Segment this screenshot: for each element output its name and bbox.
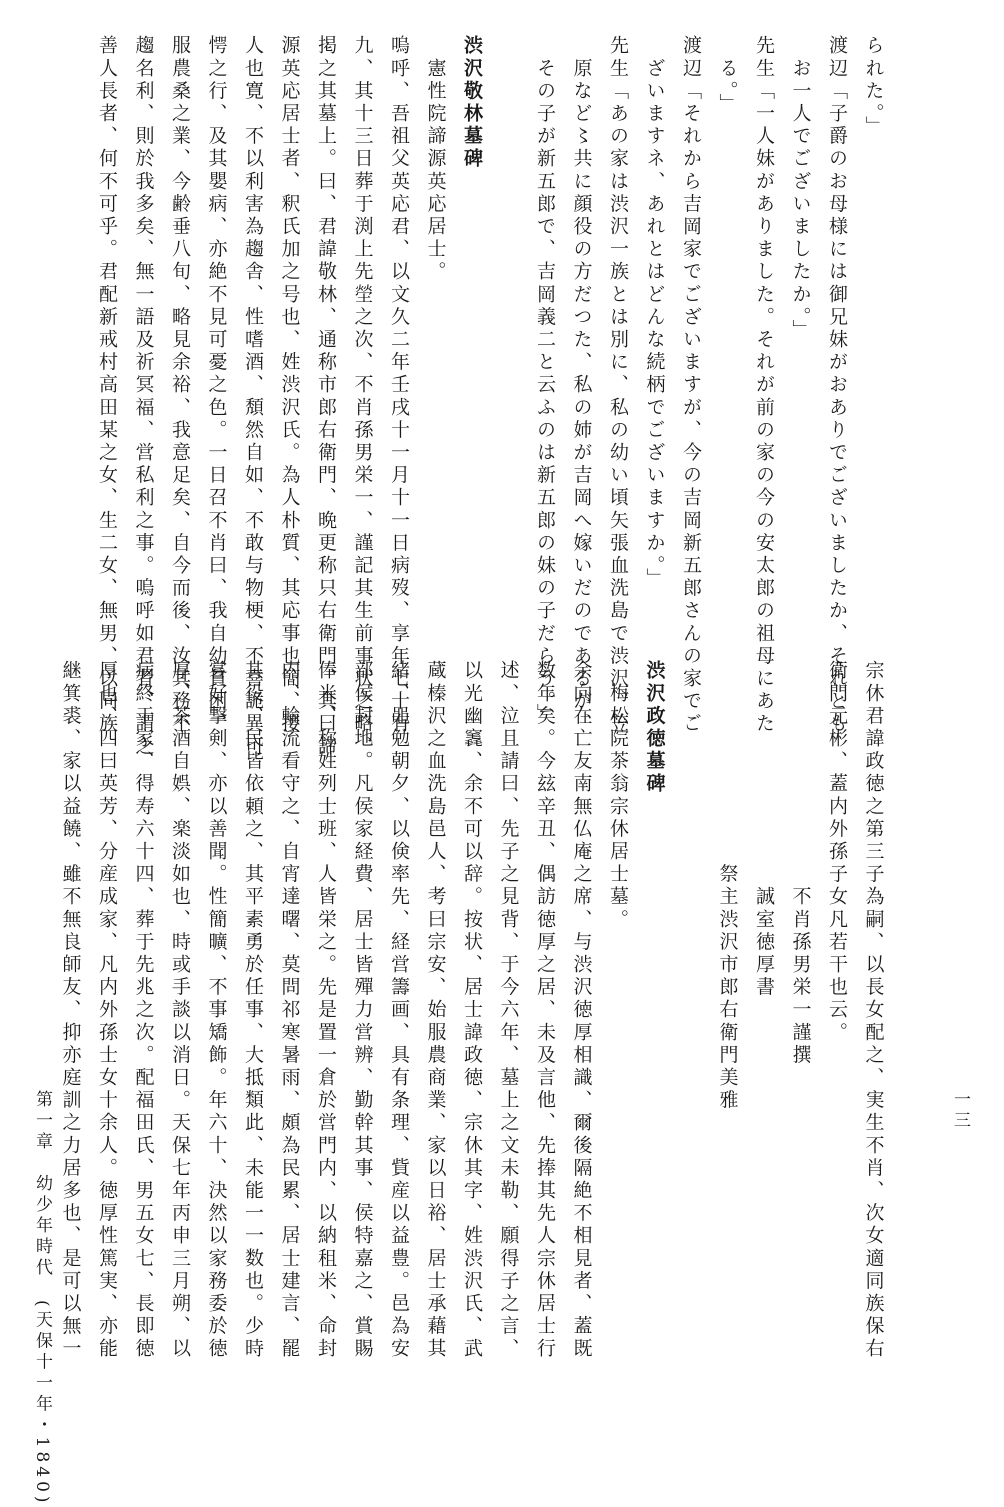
text-column: 善人長者、何不可乎。君配新戒村高田某之女、生二女、無男、以同族	[96, 35, 118, 736]
text-column: 源英応居士者、釈氏加之号也、姓渋沢氏。為人朴質、其応事也簡、接	[278, 35, 301, 736]
text-column: 厚也、四曰英芳、分産成家、凡内外孫士女十余人。徳厚性篤実、亦能	[96, 660, 118, 1361]
text-column: その子が新五郎で、吉岡義二と云ふのは新五郎の妹の子だらう。」	[534, 35, 556, 727]
text-column: 内、輪流看守之、自宵達曙、莫問祁寒暑雨、頗為民累、居士建言、罷	[278, 660, 301, 1361]
text-column: 不肖孫男栄一謹撰	[789, 660, 812, 1067]
text-column: る。」	[716, 35, 739, 116]
text-column: ざいますネ、あれとはどんな続柄でございますか。」	[643, 35, 666, 591]
text-column: 人也寛、不以利害為趨舎、性嗜酒、頽然自如、不敢与物梗、不喜詭異可	[242, 35, 264, 759]
running-header-chapter: 第一章 幼少年時代 (天保十一年・1840)	[32, 1090, 52, 1507]
text-column: 蔵榛沢之血洗島邑人、考曰宗安、始服農商業、家以日裕、居士承藉其	[424, 660, 447, 1361]
text-column: 梅松院茶翁宗休居士墓。	[607, 660, 629, 932]
text-column: 先生「一人妹がありました。それが前の家の今の安太郎の祖母にあた	[753, 35, 775, 736]
lower-text-block	[59, 660, 900, 1361]
text-column: 緒、黽勉朝夕、以倹率先、経営籌画、具有条理、貲産以益豊。邑為安	[388, 660, 410, 1361]
page-number: 一三	[950, 1090, 970, 1132]
text-column: 愕之行、及其嬰病、亦絶不見可憂之色。一日召不肖曰、我自幼貧困、	[205, 35, 228, 736]
text-column: 宗休君諱政徳之第三子為嗣、以長女配之、実生不肖、次女適同族保右	[862, 660, 885, 1361]
text-column: お一人でございましたか。」	[789, 35, 812, 342]
text-column: 服農桑之業、今齢垂八旬、略見余裕、我意足矣、自今而後、汝其務不	[169, 35, 191, 736]
section-heading: 渋沢政徳墓碑	[643, 660, 666, 796]
section-heading: 渋沢敬林墓碑	[461, 35, 483, 171]
text-column: 原など〻共に顔役の方だつた、私の姉が吉岡へ嫁いだのであるが、	[570, 35, 593, 736]
text-column: 俸米、称姓列士班、人皆栄之。先是置一倉於営門内、以納租米、命封	[315, 660, 337, 1361]
text-column: 数年矣。今玆辛丑、偶訪徳厚之居、未及言他、先捧其先人宗休居士行	[534, 660, 556, 1361]
text-column: 誠室徳厚書	[753, 660, 775, 999]
text-column: 九、其十三日葬于渕上先塋之次、不肖孫男栄一、謹記其生前事状之略、	[351, 35, 374, 759]
text-column: 嘗好撃剣、亦以善聞。性簡曠、不事矯飾。年六十、決然以家務委於徳	[205, 660, 228, 1361]
text-column: 掲之其墓上。曰、君諱敬林、通称市郎右衛門、晩更称只右衛門、其曰諦	[315, 35, 337, 759]
text-column: 嗚呼、吾祖父英応君、以文久二年壬戌十一月十一日病歿、享年七十有	[388, 35, 410, 736]
text-column: 継箕裘、家以益饒、雖不無良師友、抑亦庭訓之力居多也、是可以無一	[59, 660, 82, 1361]
text-column: 先生「あの家は渋沢一族とは別に、私の幼い頃矢張血洗島で渋沢、笠	[607, 35, 629, 736]
text-column: 以光幽竁、余不可以辞。按状、居士諱政徳、宗休其字、姓渋沢氏、武	[461, 660, 483, 1361]
text-column: 祭主渋沢市郎右衛門美雅	[716, 660, 739, 1112]
text-column: 衛門元彬、蓋内外孫子女凡若干也云。	[826, 660, 848, 1045]
text-column: 渡辺「それから吉岡家でございますが、今の吉岡新五郎さんの家でご	[680, 35, 702, 736]
text-column: 渡辺「子爵のお母様には御兄妹がおありでございましたか、それとも	[826, 35, 848, 736]
text-column: 憲性院諦源英応居士。	[424, 35, 447, 284]
text-column: 趨名利、則於我多矣、無一語及祈冥福、営私利之事。嗚呼如君者、謂之	[132, 35, 155, 759]
text-column: 厚、茶酒自娯、楽淡如也、時或手談以消日。天保七年丙申三月朔、以	[169, 660, 191, 1361]
text-column: 述、泣且請曰、先子之見背、于今六年、墓上之文未勒、願得子之言、	[497, 660, 520, 1361]
text-column: 余向在亡友南無仏庵之席、与渋沢徳厚相識、爾後隔絶不相見者、蓋既	[570, 660, 593, 1361]
text-column: られた。」	[862, 35, 885, 139]
text-column: 部侯封地。凡侯家経費、居士皆殫力営辨、勤幹其事、侯特嘉之、賞賜	[351, 660, 374, 1361]
text-column: 病終于家、得寿六十四、葬于先兆之次。配福田氏、男五女七、長即徳	[132, 660, 155, 1361]
text-column: 其役、民皆依頼之、其平素勇於任事、大抵類此、未能一一数也。少時	[242, 660, 264, 1361]
